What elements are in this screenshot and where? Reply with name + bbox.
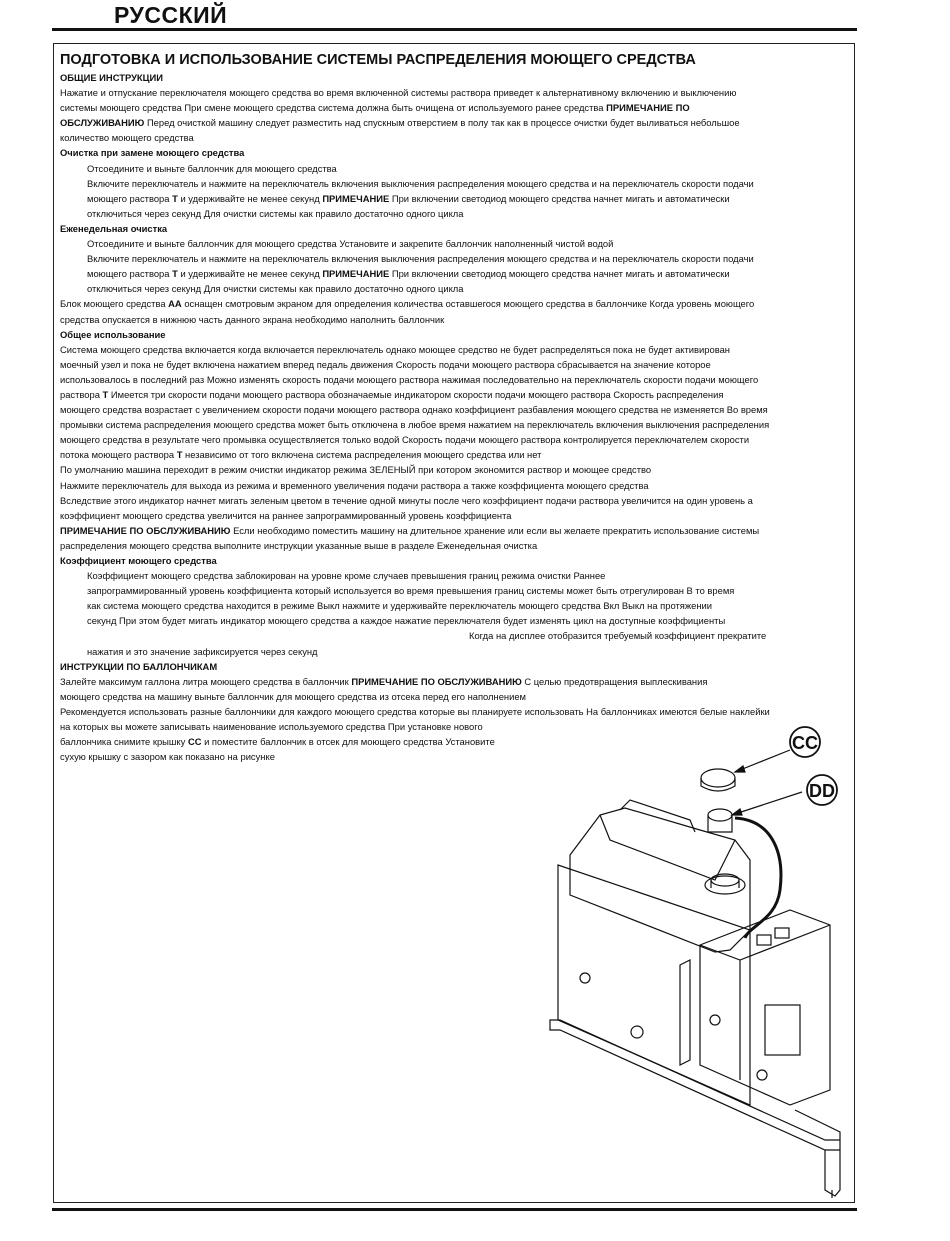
text-line: моющего средства на машину выньте баллончик для моющего средства из отсека перед его наполнением [60, 690, 526, 702]
dd-fitting [708, 809, 732, 821]
text-line: сухую крышку с зазором как показано на рисунке [60, 751, 275, 763]
weekly-heading: Еженедельная очистка [60, 222, 168, 234]
bottom-rule [52, 1208, 857, 1211]
text-line: на которых вы можете записывать наименование используемого средства При установке нового [60, 721, 483, 733]
text-line: Нажмите переключатель для выхода из режима и временного увеличения подачи раствора а также коэффициента моющего средства [60, 479, 649, 491]
text-line: секунд При этом будет мигать индикатор моющего средства а каждое нажатие переключателя будет изменять цикл на доступные коэффициенты [87, 615, 726, 627]
text-line: баллончика снимите крышку CC и поместите баллончик в отсек для моющего средства Установите [60, 736, 495, 748]
cc-cap [701, 769, 735, 787]
sight-window [765, 1005, 800, 1055]
text-line: системы моющего средства При смене моющего средства система должна быть очищена от используемого ранее средства ПРИМЕЧАНИЕ ПО [60, 102, 690, 114]
text-line: как система моющего средства находится в режиме Выкл нажмите и удерживайте переключатель моющего средства Вкл Выкл на протяжении [87, 600, 712, 612]
text-line: моечный узел и пока не будет включена нажатием вперед педаль движения Скорость подачи моющего раствора сбрасывается на значение которое [60, 358, 711, 370]
text-line: запрограммированный уровень коэффициента который используется во время превышения границ системы может быть отрегулирован В то время [87, 585, 735, 597]
document-body [60, 50, 852, 764]
text-line: Рекомендуется использовать разные баллончики для каждого моющего средства которые вы планируете использовать На баллончиках имеются белые наклейки [60, 705, 770, 717]
text-line: распределения моющего средства выполните инструкции указанные выше в разделе Еженедельная очистка [60, 539, 538, 551]
text-line: раствора T Имеется три скорости подачи моющего раствора обозначаемые индикатором скорости подачи моющего раствора Скорость распределения [60, 388, 724, 400]
text-line: моющего раствора T и удерживайте не менее секунд ПРИМЕЧАНИЕ При включении светодиод моющего средства начнет мигать и автоматически [87, 268, 730, 280]
text-line: Когда на дисплее отобразится требуемый коэффициент прекратите [469, 630, 767, 642]
text-line: Блок моющего средства AA оснащен смотровым экраном для определения количества оставшегося моющего средства в баллончике Когда уровень моющего [60, 298, 755, 310]
top-rule [52, 28, 857, 31]
change-heading: Очистка при замене моющего средства [60, 147, 245, 159]
text-line: Залейте максимум галлона литра моющего средства в баллончик ПРИМЕЧАНИЕ ПО ОБСЛУЖИВАНИЮ С целью предотвращения выплескивания [60, 675, 708, 687]
base-plate [550, 1020, 840, 1150]
text-line: использовалось в последний раз Можно изменять скорость подачи моющего раствора нажимая последовательно на переключатель скорости подачи моющего [60, 373, 759, 385]
language-header: РУССКИЙ [114, 2, 228, 28]
detergent-cartridge-illustration [540, 720, 860, 1200]
use-heading: Общее использование [60, 328, 166, 340]
dd-leader [732, 792, 802, 815]
text-line: отключиться через секунд Для очистки системы как правило достаточно одного цикла [87, 207, 464, 219]
text-line: нажатия и это значение зафиксируется через секунд [87, 645, 318, 657]
text-line: Вследствие этого индикатор начнет мигать зеленым цветом в течение одной минуты после чего коэффициент подачи раствора увеличится на один уровень а [60, 494, 753, 506]
text-line: средства опускается в нижнюю часть данного экрана необходимо наполнить баллончик [60, 313, 445, 325]
text-line: ОБСЛУЖИВАНИЮ Перед очисткой машину следует разместить над спускным отверстием в полу так как в процессе очистки будет выливаться небольшое [60, 117, 740, 129]
label-cc: CC [792, 733, 818, 753]
text-line: Нажатие и отпускание переключателя моющего средства во время включенной системы раствора приведет к альтернативному включению и выключению [60, 87, 737, 99]
text-line: потока моющего раствора T независимо от того включена система распределения моющего средства или нет [60, 449, 542, 461]
text-line: Коэффициент моющего средства заблокирован на уровне кроме случаев превышения границ режима очистки Раннее [87, 570, 606, 582]
general-heading: ОБЩИЕ ИНСТРУКЦИИ [60, 72, 163, 83]
text-line: отключиться через секунд Для очистки системы как правило достаточно одного цикла [87, 283, 464, 295]
text-line: По умолчанию машина переходит в режим очистки индикатор режима ЗЕЛЕНЫЙ при котором экономится раствор и моющее средство [60, 464, 652, 476]
supply-tube [735, 818, 781, 938]
text-line: ПРИМЕЧАНИЕ ПО ОБСЛУЖИВАНИЮ Если необходимо поместить машину на длительное хранение или если вы желаете прекратить использование системы [60, 524, 760, 536]
panel-button [757, 935, 771, 945]
text-line: моющего средства в результате чего промывка осуществляется только водой Скорость подачи моющего раствора контролируется переключателем скорости [60, 434, 750, 446]
text-line: Отсоедините и выньте баллончик для моющего средства Установите и закрепите баллончик наполненный чистой водой [87, 238, 614, 250]
label-dd: DD [809, 781, 835, 801]
text-line: моющего средства возрастает с увеличением скорости подачи моющего раствора однако коэффициент разбавления моющего средства не изменяется Во время [60, 404, 768, 416]
text-line: Система моющего средства включается когда включается переключатель однако моющее средство не будет распределяться пока не будет активирован [60, 343, 730, 355]
section-title: ПОДГОТОВКА И ИСПОЛЬЗОВАНИЕ СИСТЕМЫ РАСПРЕДЕЛЕНИЯ МОЮЩЕГО СРЕДСТВА [60, 52, 696, 68]
text-line: количество моющего средства [60, 132, 194, 144]
text-line: промывки система распределения моющего средства может быть отключена в любое время нажатием на переключатель включения выключения распределения [60, 419, 770, 431]
text-line: коэффициент моющего средства увеличится на раннее запрограммированный уровень коэффициента [60, 509, 512, 521]
detergent-jug [570, 808, 750, 952]
text-line: моющего раствора T и удерживайте не менее секунд ПРИМЕЧАНИЕ При включении светодиод моющего средства начнет мигать и автоматически [87, 192, 730, 204]
cart-heading: ИНСТРУКЦИИ ПО БАЛЛОНЧИКАМ [60, 660, 218, 672]
text-line: Отсоедините и выньте баллончик для моющего средства [87, 162, 337, 174]
ratio-heading: Коэффициент моющего средства [60, 555, 217, 566]
text-line: Включите переключатель и нажмите на переключатель включения выключения распределения моющего средства и на переключатель скорости подачи [87, 177, 754, 189]
side-screw [580, 973, 590, 983]
text-line: Включите переключатель и нажмите на переключатель включения выключения распределения моющего средства и на переключатель скорости подачи [87, 253, 754, 265]
